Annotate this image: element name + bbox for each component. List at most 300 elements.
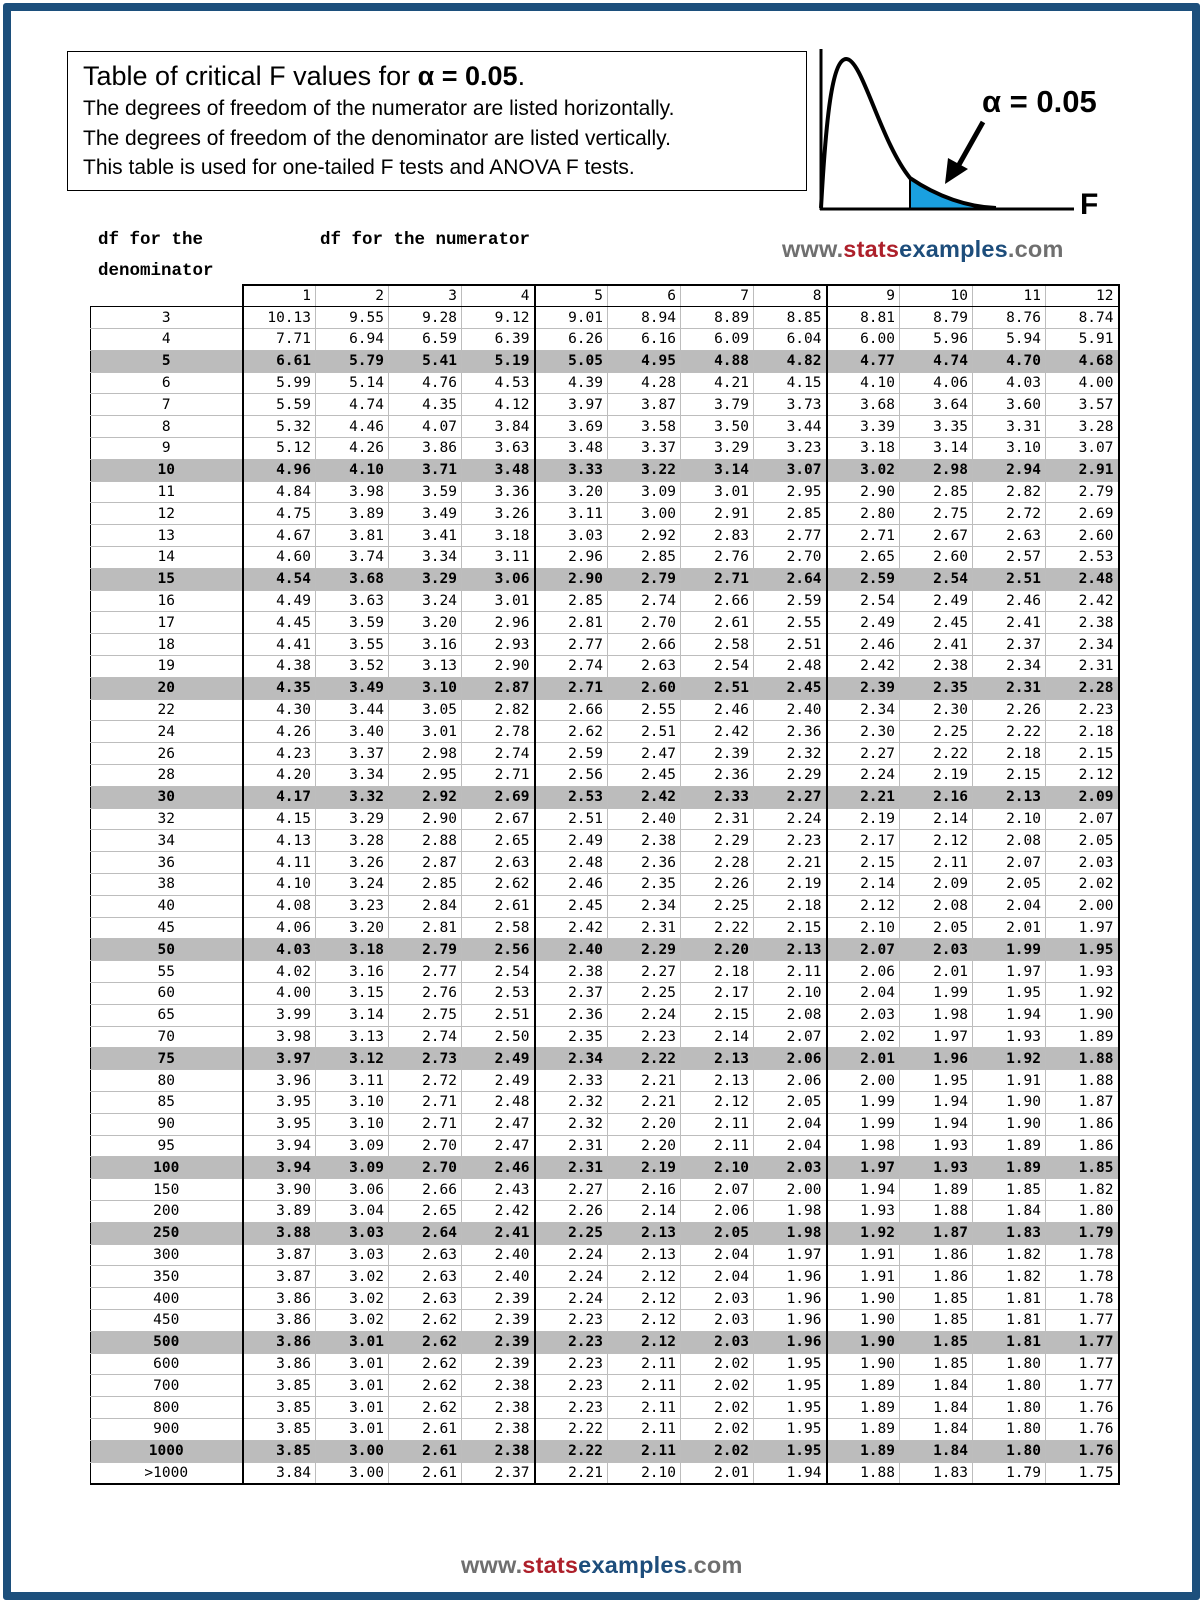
critical-value-cell: 1.83 <box>900 1462 973 1484</box>
denominator-df-cell: 60 <box>91 983 243 1005</box>
critical-value-cell: 5.41 <box>389 350 462 372</box>
critical-value-cell: 4.11 <box>243 852 316 874</box>
critical-value-cell: 4.45 <box>243 612 316 634</box>
critical-value-cell: 2.74 <box>389 1026 462 1048</box>
critical-value-cell: 2.20 <box>681 939 754 961</box>
critical-value-cell: 2.29 <box>754 765 827 787</box>
critical-value-cell: 1.81 <box>973 1309 1046 1331</box>
critical-value-cell: 2.26 <box>535 1200 608 1222</box>
critical-value-cell: 3.90 <box>243 1179 316 1201</box>
critical-value-cell: 3.49 <box>389 503 462 525</box>
critical-value-cell: 2.27 <box>608 961 681 983</box>
critical-value-cell: 2.03 <box>681 1309 754 1331</box>
critical-value-cell: 2.13 <box>754 939 827 961</box>
critical-value-cell: 3.03 <box>316 1222 389 1244</box>
critical-value-cell: 4.28 <box>608 372 681 394</box>
critical-value-cell: 1.95 <box>754 1440 827 1462</box>
critical-value-cell: 2.32 <box>754 743 827 765</box>
critical-value-cell: 2.11 <box>681 1135 754 1157</box>
denominator-df-cell: 34 <box>91 830 243 852</box>
critical-value-cell: 2.66 <box>535 699 608 721</box>
critical-value-cell: 2.66 <box>389 1179 462 1201</box>
critical-value-cell: 2.98 <box>900 459 973 481</box>
critical-value-cell: 1.90 <box>827 1331 900 1353</box>
critical-value-cell: 4.12 <box>462 394 535 416</box>
critical-value-cell: 2.49 <box>900 590 973 612</box>
critical-value-cell: 2.13 <box>681 1048 754 1070</box>
critical-value-cell: 2.37 <box>973 634 1046 656</box>
critical-value-cell: 4.21 <box>681 372 754 394</box>
critical-value-cell: 3.14 <box>316 1004 389 1026</box>
critical-value-cell: 3.69 <box>535 416 608 438</box>
critical-value-cell: 2.62 <box>462 874 535 896</box>
denominator-df-cell: 10 <box>91 459 243 481</box>
critical-value-cell: 2.06 <box>754 1070 827 1092</box>
critical-value-cell: 1.92 <box>973 1048 1046 1070</box>
critical-value-cell: 2.01 <box>900 961 973 983</box>
critical-value-cell: 1.90 <box>827 1288 900 1310</box>
critical-value-cell: 2.79 <box>1046 481 1119 503</box>
critical-value-cell: 3.87 <box>608 394 681 416</box>
critical-value-cell: 3.41 <box>389 525 462 547</box>
critical-value-cell: 2.31 <box>535 1157 608 1179</box>
critical-value-cell: 2.03 <box>900 939 973 961</box>
critical-value-cell: 2.05 <box>900 917 973 939</box>
critical-value-cell: 3.09 <box>608 481 681 503</box>
table-row <box>91 1048 1119 1070</box>
critical-value-cell: 2.11 <box>900 852 973 874</box>
numerator-df-header: 12 <box>1046 285 1119 307</box>
numerator-df-header: 1 <box>243 285 316 307</box>
critical-value-cell: 3.97 <box>535 394 608 416</box>
critical-value-cell: 1.78 <box>1046 1244 1119 1266</box>
critical-value-cell: 2.00 <box>1046 895 1119 917</box>
critical-value-cell: 2.62 <box>389 1331 462 1353</box>
denominator-df-cell: 300 <box>91 1244 243 1266</box>
critical-value-cell: 1.85 <box>1046 1157 1119 1179</box>
critical-value-cell: 2.69 <box>1046 503 1119 525</box>
critical-value-cell: 5.19 <box>462 350 535 372</box>
critical-value-cell: 2.02 <box>681 1418 754 1440</box>
table-row <box>91 852 1119 874</box>
table-row <box>91 372 1119 394</box>
critical-value-cell: 4.15 <box>243 808 316 830</box>
critical-value-cell: 2.30 <box>827 721 900 743</box>
critical-value-cell: 2.08 <box>900 895 973 917</box>
critical-value-cell: 2.84 <box>389 895 462 917</box>
critical-value-cell: 1.88 <box>1046 1048 1119 1070</box>
critical-value-cell: 2.22 <box>973 721 1046 743</box>
critical-value-cell: 3.16 <box>316 961 389 983</box>
critical-value-cell: 4.03 <box>973 372 1046 394</box>
critical-value-cell: 3.59 <box>316 612 389 634</box>
critical-value-cell: 2.24 <box>535 1288 608 1310</box>
critical-value-cell: 2.36 <box>754 721 827 743</box>
critical-value-cell: 2.71 <box>535 677 608 699</box>
critical-value-cell: 2.31 <box>1046 656 1119 678</box>
critical-value-cell: 2.64 <box>389 1222 462 1244</box>
critical-value-cell: 5.94 <box>973 329 1046 351</box>
critical-value-cell: 2.58 <box>462 917 535 939</box>
critical-value-cell: 2.02 <box>827 1026 900 1048</box>
critical-value-cell: 2.53 <box>1046 547 1119 569</box>
critical-value-cell: 3.18 <box>827 438 900 460</box>
critical-value-cell: 2.05 <box>754 1091 827 1113</box>
critical-value-cell: 1.84 <box>900 1375 973 1397</box>
critical-value-cell: 2.82 <box>973 481 1046 503</box>
critical-value-cell: 3.02 <box>827 459 900 481</box>
critical-value-cell: 4.17 <box>243 786 316 808</box>
critical-value-cell: 1.97 <box>973 961 1046 983</box>
critical-value-cell: 2.19 <box>900 765 973 787</box>
critical-value-cell: 2.51 <box>535 808 608 830</box>
critical-value-cell: 2.76 <box>681 547 754 569</box>
critical-value-cell: 3.16 <box>389 634 462 656</box>
critical-value-cell: 3.86 <box>243 1331 316 1353</box>
denominator-df-cell: 26 <box>91 743 243 765</box>
numerator-df-header: 11 <box>973 285 1046 307</box>
critical-value-cell: 2.14 <box>900 808 973 830</box>
critical-value-cell: 2.12 <box>608 1309 681 1331</box>
column-header-row <box>91 285 1119 307</box>
critical-value-cell: 3.11 <box>462 547 535 569</box>
critical-value-cell: 1.91 <box>973 1070 1046 1092</box>
website-link-top[interactable] <box>782 236 1064 263</box>
table-row <box>91 503 1119 525</box>
critical-value-cell: 2.11 <box>608 1375 681 1397</box>
critical-value-cell: 3.26 <box>316 852 389 874</box>
critical-value-cell: 3.64 <box>900 394 973 416</box>
url-stats: stats <box>843 236 900 262</box>
critical-value-cell: 2.39 <box>462 1353 535 1375</box>
denominator-df-cell: 18 <box>91 634 243 656</box>
critical-value-cell: 2.75 <box>389 1004 462 1026</box>
critical-value-cell: 3.24 <box>316 874 389 896</box>
critical-value-cell: 1.98 <box>827 1135 900 1157</box>
url-examples: examples <box>578 1552 687 1578</box>
denominator-df-cell: 14 <box>91 547 243 569</box>
critical-value-cell: 3.01 <box>316 1397 389 1419</box>
table-row <box>91 394 1119 416</box>
critical-value-cell: 3.10 <box>316 1091 389 1113</box>
critical-value-cell: 1.89 <box>827 1397 900 1419</box>
denominator-df-cell: 95 <box>91 1135 243 1157</box>
critical-value-cell: 3.63 <box>462 438 535 460</box>
critical-value-cell: 3.50 <box>681 416 754 438</box>
critical-value-cell: 4.23 <box>243 743 316 765</box>
table-row <box>91 634 1119 656</box>
table-row <box>91 350 1119 372</box>
critical-value-cell: 2.30 <box>900 699 973 721</box>
critical-value-cell: 4.95 <box>608 350 681 372</box>
critical-value-cell: 2.42 <box>535 917 608 939</box>
table-row <box>91 1331 1119 1353</box>
critical-value-cell: 2.56 <box>535 765 608 787</box>
description-box <box>67 51 807 191</box>
critical-value-cell: 2.90 <box>462 656 535 678</box>
critical-value-cell: 3.94 <box>243 1135 316 1157</box>
critical-value-cell: 2.04 <box>681 1244 754 1266</box>
critical-value-cell: 2.38 <box>462 1375 535 1397</box>
critical-value-cell: 2.90 <box>389 808 462 830</box>
critical-value-cell: 2.32 <box>535 1113 608 1135</box>
critical-value-cell: 6.39 <box>462 329 535 351</box>
critical-value-cell: 3.97 <box>243 1048 316 1070</box>
critical-value-cell: 2.79 <box>389 939 462 961</box>
critical-value-cell: 2.61 <box>389 1462 462 1484</box>
critical-value-cell: 2.43 <box>462 1179 535 1201</box>
critical-value-cell: 3.68 <box>827 394 900 416</box>
critical-value-cell: 1.81 <box>973 1331 1046 1353</box>
critical-value-cell: 1.78 <box>1046 1266 1119 1288</box>
critical-value-cell: 3.85 <box>243 1375 316 1397</box>
critical-value-cell: 4.53 <box>462 372 535 394</box>
denominator-header-line2: denominator <box>98 261 214 281</box>
critical-value-cell: 2.63 <box>608 656 681 678</box>
table-row <box>91 1353 1119 1375</box>
critical-value-cell: 4.77 <box>827 350 900 372</box>
critical-value-cell: 6.26 <box>535 329 608 351</box>
critical-value-cell: 2.38 <box>1046 612 1119 634</box>
critical-value-cell: 3.03 <box>535 525 608 547</box>
critical-value-cell: 2.77 <box>754 525 827 547</box>
table-title <box>83 58 806 94</box>
critical-value-cell: 3.15 <box>316 983 389 1005</box>
critical-value-cell: 2.49 <box>827 612 900 634</box>
denominator-df-cell: 7 <box>91 394 243 416</box>
critical-value-cell: 5.99 <box>243 372 316 394</box>
denominator-df-cell: 24 <box>91 721 243 743</box>
critical-value-cell: 2.96 <box>535 547 608 569</box>
critical-value-cell: 2.76 <box>389 983 462 1005</box>
numerator-df-header: 2 <box>316 285 389 307</box>
critical-value-cell: 2.17 <box>681 983 754 1005</box>
table-row <box>91 1200 1119 1222</box>
critical-value-cell: 2.19 <box>754 874 827 896</box>
critical-value-cell: 3.22 <box>608 459 681 481</box>
critical-value-cell: 3.86 <box>243 1309 316 1331</box>
table-row <box>91 677 1119 699</box>
critical-value-cell: 2.62 <box>535 721 608 743</box>
critical-value-cell: 3.07 <box>1046 438 1119 460</box>
denominator-df-cell: 55 <box>91 961 243 983</box>
critical-value-cell: 3.10 <box>973 438 1046 460</box>
critical-value-cell: 2.10 <box>973 808 1046 830</box>
critical-value-cell: 2.16 <box>900 786 973 808</box>
critical-value-cell: 1.89 <box>973 1157 1046 1179</box>
critical-value-cell: 1.89 <box>1046 1026 1119 1048</box>
critical-value-cell: 2.13 <box>973 786 1046 808</box>
critical-value-cell: 3.68 <box>316 568 389 590</box>
critical-value-cell: 3.13 <box>316 1026 389 1048</box>
critical-value-cell: 1.97 <box>827 1157 900 1179</box>
critical-value-cell: 3.11 <box>535 503 608 525</box>
critical-value-cell: 2.72 <box>389 1070 462 1092</box>
critical-value-cell: 1.95 <box>754 1418 827 1440</box>
critical-value-cell: 2.75 <box>900 503 973 525</box>
critical-value-cell: 2.08 <box>754 1004 827 1026</box>
critical-value-cell: 2.12 <box>681 1091 754 1113</box>
critical-value-cell: 2.74 <box>535 656 608 678</box>
critical-value-cell: 3.03 <box>316 1244 389 1266</box>
header-corner <box>91 285 243 307</box>
critical-value-cell: 1.93 <box>900 1135 973 1157</box>
critical-value-cell: 5.14 <box>316 372 389 394</box>
critical-value-cell: 2.91 <box>681 503 754 525</box>
critical-value-cell: 1.96 <box>900 1048 973 1070</box>
critical-value-cell: 2.70 <box>608 612 681 634</box>
critical-value-cell: 4.07 <box>389 416 462 438</box>
critical-value-cell: 3.00 <box>316 1440 389 1462</box>
numerator-df-header: 4 <box>462 285 535 307</box>
critical-value-cell: 1.76 <box>1046 1440 1119 1462</box>
critical-value-cell: 3.48 <box>462 459 535 481</box>
table-row <box>91 1091 1119 1113</box>
critical-value-cell: 2.71 <box>389 1113 462 1135</box>
critical-value-cell: 2.23 <box>535 1375 608 1397</box>
critical-value-cell: 2.21 <box>608 1091 681 1113</box>
table-row <box>91 808 1119 830</box>
critical-value-cell: 2.78 <box>462 721 535 743</box>
critical-value-cell: 2.61 <box>681 612 754 634</box>
denominator-df-cell: 75 <box>91 1048 243 1070</box>
critical-value-cell: 1.88 <box>1046 1070 1119 1092</box>
denominator-df-cell: 30 <box>91 786 243 808</box>
critical-value-cell: 1.86 <box>1046 1113 1119 1135</box>
critical-value-cell: 2.22 <box>608 1048 681 1070</box>
denominator-df-cell: >1000 <box>91 1462 243 1484</box>
critical-value-cell: 2.22 <box>900 743 973 765</box>
critical-value-cell: 2.55 <box>608 699 681 721</box>
critical-value-cell: 2.67 <box>462 808 535 830</box>
critical-value-cell: 2.81 <box>535 612 608 634</box>
critical-value-cell: 1.96 <box>754 1331 827 1353</box>
url-suffix: .com <box>686 1552 743 1578</box>
critical-value-cell: 2.87 <box>462 677 535 699</box>
denominator-df-cell: 80 <box>91 1070 243 1092</box>
denominator-df-cell: 250 <box>91 1222 243 1244</box>
title-alpha: α = 0.05 <box>417 61 518 91</box>
description-line-usage: This table is used for one-tailed F tests and ANOVA F tests. <box>83 156 635 179</box>
denominator-df-cell: 600 <box>91 1353 243 1375</box>
critical-value-cell: 2.24 <box>608 1004 681 1026</box>
critical-value-cell: 1.97 <box>1046 917 1119 939</box>
critical-value-cell: 3.48 <box>535 438 608 460</box>
critical-value-cell: 8.94 <box>608 307 681 329</box>
critical-value-cell: 2.07 <box>973 852 1046 874</box>
critical-value-cell: 2.62 <box>389 1375 462 1397</box>
critical-value-cell: 2.46 <box>681 699 754 721</box>
url-examples: examples <box>899 236 1008 262</box>
critical-value-cell: 1.76 <box>1046 1418 1119 1440</box>
critical-value-cell: 2.11 <box>608 1353 681 1375</box>
arrow-head <box>945 158 968 184</box>
critical-value-cell: 1.85 <box>973 1179 1046 1201</box>
critical-value-cell: 2.27 <box>535 1179 608 1201</box>
critical-value-cell: 2.19 <box>827 808 900 830</box>
critical-value-cell: 2.63 <box>389 1244 462 1266</box>
critical-value-cell: 3.95 <box>243 1113 316 1135</box>
critical-value-cell: 2.25 <box>608 983 681 1005</box>
critical-value-cell: 6.04 <box>754 329 827 351</box>
website-link-bottom[interactable] <box>461 1552 743 1579</box>
critical-value-cell: 8.81 <box>827 307 900 329</box>
table-row <box>91 1222 1119 1244</box>
url-stats: stats <box>522 1552 579 1578</box>
critical-value-cell: 3.33 <box>535 459 608 481</box>
denominator-df-cell: 65 <box>91 1004 243 1026</box>
critical-value-cell: 3.34 <box>389 547 462 569</box>
critical-value-cell: 2.65 <box>389 1200 462 1222</box>
critical-value-cell: 3.59 <box>389 481 462 503</box>
critical-value-cell: 2.58 <box>681 634 754 656</box>
critical-value-cell: 2.35 <box>608 874 681 896</box>
critical-value-cell: 2.59 <box>535 743 608 765</box>
critical-value-cell: 1.98 <box>900 1004 973 1026</box>
critical-value-cell: 1.89 <box>973 1135 1046 1157</box>
critical-value-cell: 2.23 <box>1046 699 1119 721</box>
critical-value-cell: 1.88 <box>900 1200 973 1222</box>
critical-value-cell: 2.21 <box>535 1462 608 1484</box>
critical-value-cell: 3.96 <box>243 1070 316 1092</box>
critical-value-cell: 3.28 <box>316 830 389 852</box>
denominator-df-cell: 450 <box>91 1309 243 1331</box>
denominator-df-cell: 6 <box>91 372 243 394</box>
critical-value-cell: 3.04 <box>316 1200 389 1222</box>
critical-value-cell: 1.96 <box>754 1266 827 1288</box>
critical-value-cell: 3.02 <box>316 1288 389 1310</box>
critical-value-cell: 4.88 <box>681 350 754 372</box>
critical-value-cell: 3.11 <box>316 1070 389 1092</box>
critical-value-cell: 3.84 <box>462 416 535 438</box>
critical-value-cell: 2.40 <box>608 808 681 830</box>
critical-value-cell: 3.01 <box>316 1418 389 1440</box>
critical-value-cell: 3.52 <box>316 656 389 678</box>
critical-value-cell: 2.03 <box>1046 852 1119 874</box>
numerator-df-header: 6 <box>608 285 681 307</box>
critical-value-cell: 2.03 <box>681 1288 754 1310</box>
table-row <box>91 765 1119 787</box>
url-suffix: .com <box>1007 236 1064 262</box>
critical-value-cell: 1.77 <box>1046 1375 1119 1397</box>
numerator-df-header: 3 <box>389 285 462 307</box>
critical-value-cell: 2.02 <box>681 1353 754 1375</box>
critical-value-cell: 2.11 <box>608 1397 681 1419</box>
critical-value-cell: 1.76 <box>1046 1397 1119 1419</box>
critical-value-cell: 2.02 <box>681 1397 754 1419</box>
denominator-df-cell: 350 <box>91 1266 243 1288</box>
critical-value-cell: 3.29 <box>681 438 754 460</box>
critical-value-cell: 2.26 <box>973 699 1046 721</box>
critical-value-cell: 8.79 <box>900 307 973 329</box>
critical-value-cell: 3.85 <box>243 1418 316 1440</box>
critical-value-cell: 5.05 <box>535 350 608 372</box>
critical-value-cell: 2.42 <box>827 656 900 678</box>
table-row <box>91 1309 1119 1331</box>
denominator-df-cell: 150 <box>91 1179 243 1201</box>
critical-value-cell: 2.11 <box>608 1440 681 1462</box>
critical-value-cell: 2.42 <box>608 786 681 808</box>
critical-value-cell: 2.51 <box>754 634 827 656</box>
table-row <box>91 416 1119 438</box>
critical-value-cell: 6.61 <box>243 350 316 372</box>
critical-value-cell: 1.89 <box>900 1179 973 1201</box>
table-row <box>91 1179 1119 1201</box>
critical-value-cell: 2.45 <box>535 895 608 917</box>
critical-value-cell: 3.28 <box>1046 416 1119 438</box>
table-row <box>91 568 1119 590</box>
critical-value-cell: 2.00 <box>754 1179 827 1201</box>
